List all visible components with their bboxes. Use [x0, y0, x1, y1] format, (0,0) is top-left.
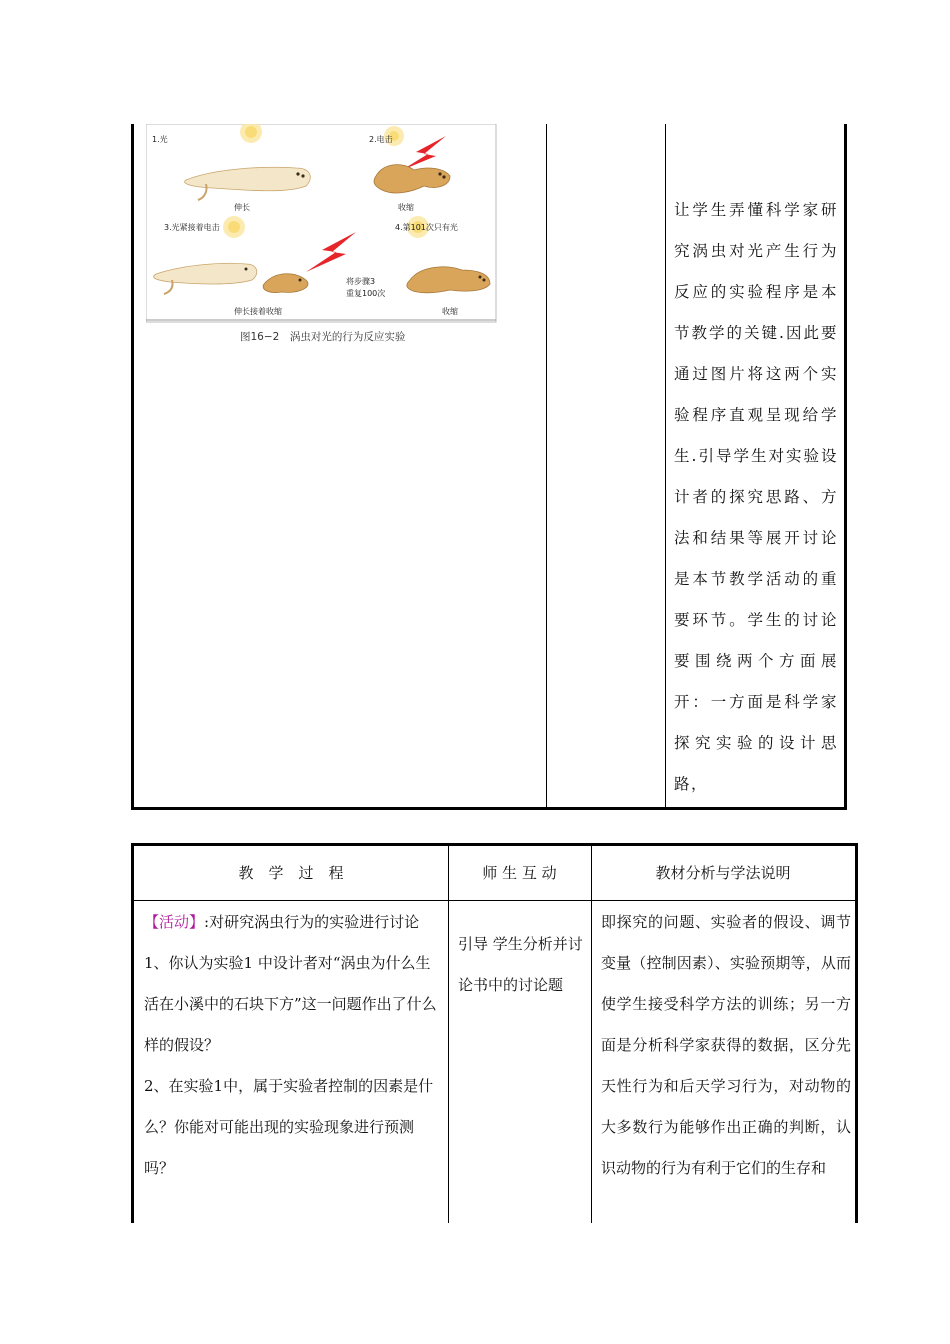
- lesson-table-continued: [131, 124, 847, 810]
- lesson-table: [131, 843, 858, 1223]
- figure-label-repeat-b: 重复100次: [346, 289, 386, 298]
- header-teaching-process: 教 学 过 程: [238, 864, 344, 882]
- figure-label-step4: 4.第101次只有光: [395, 223, 458, 232]
- header-interaction: 师 生 互 动: [482, 864, 557, 882]
- figure-label-step2: 2.电击: [369, 135, 393, 144]
- analysis-cell: [666, 124, 844, 807]
- figure-caption: 图16−2 涡虫对光的行为反应实验: [240, 331, 406, 343]
- teaching-process-cell: [144, 902, 442, 1189]
- figure-label-contract: 收缩: [398, 203, 414, 212]
- activity-heading: [144, 902, 442, 943]
- question-2: 2、在实验1中，属于实验者控制的因素是什么？你能对可能出现的实验现象进行预测吗？: [144, 1077, 434, 1177]
- activity-title: :对研究涡虫行为的实验进行讨论: [204, 913, 420, 931]
- header-analysis: 教材分析与学法说明: [655, 864, 791, 882]
- interaction-text: 引导 学生分析并讨论书中的讨论题: [458, 935, 583, 994]
- teaching-note-text: 让学生弄懂科学家研究涡虫对光产生行为反应的实验程序是本节教学的关键.因此要通过图片将这两个实验程序直观呈现给学生.引导学生对实验设计者的探究思路、方法和结果等展开讨论是本节教学活动的重要环节。学生的讨论要围绕两个方面展开：一方面是科学家探究实验的设计思路，: [674, 201, 838, 793]
- activity-tag: 【活动】: [144, 913, 205, 931]
- figure-label-stretch: 伸长: [234, 203, 250, 212]
- figure-label-contract: 收缩: [442, 307, 458, 316]
- light-icon: [223, 216, 245, 238]
- process-cell: [134, 124, 547, 807]
- figure-label-stretch-then-contract: 伸长接着收缩: [234, 307, 282, 316]
- column-divider: [448, 846, 449, 1223]
- interaction-cell: [547, 124, 666, 807]
- analysis-text: 即探究的问题、实验者的假设、调节变量（控制因素）、实验预期等，从而使学生接受科学方法的训练；另一方面是分析科学家获得的数据，区分先天性行为和后天学习行为，对动物的大多数行为能够作出正确的判断，认识动物的行为有利于它们的生存和: [601, 913, 851, 1177]
- figure-label-step3: 3.光紧接着电击: [164, 223, 220, 232]
- column-divider: [591, 846, 592, 1223]
- planarian-experiment-figure: [146, 124, 508, 346]
- figure-label-step1: 1.光: [152, 135, 168, 144]
- question-1: 1、你认为实验1 中设计者对“涡虫为什么生活在小溪中的石块下方”这一问题作出了什么样的假设？: [144, 954, 437, 1054]
- figure-label-repeat-a: 将步骤3: [346, 277, 376, 286]
- table-header-row: [134, 846, 855, 901]
